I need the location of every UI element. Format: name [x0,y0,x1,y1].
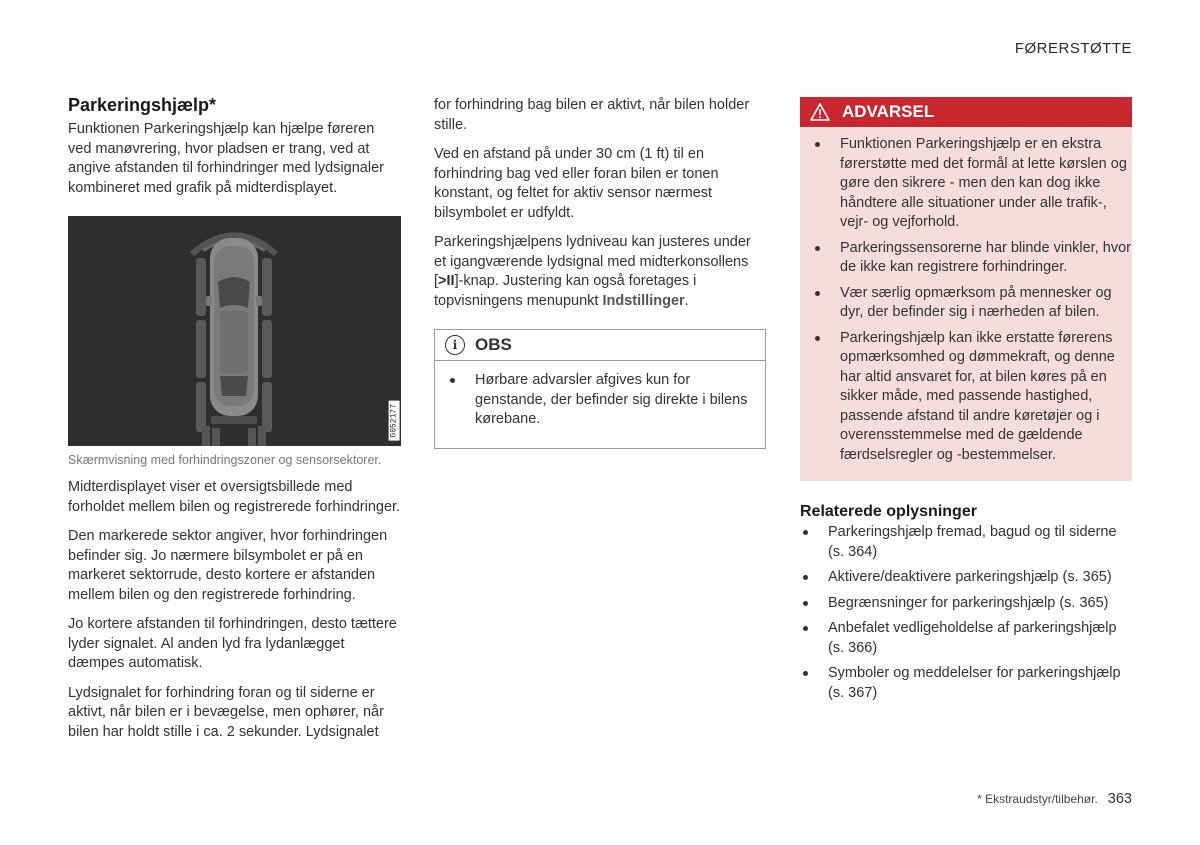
button-key-label: >II [438,273,455,289]
page-title: Parkeringshjælp* [68,95,217,115]
warning-label: ADVARSEL [842,102,935,121]
obs-label: OBS [475,335,512,354]
warning-list [800,127,1132,465]
column-left [68,95,401,752]
figure-caption: Skærmvisning med forhindringszoner og sensorsektorer. [68,453,382,467]
body-paragraph: Midterdisplayet viser et oversigtsbillede med forholdet mellem bilen og registrerede forhindringer. [68,479,401,515]
menu-item-label: Indstillinger [602,292,685,309]
warning-box [800,97,1132,481]
column-right [800,97,1132,709]
obs-header [435,330,765,361]
obs-note-box [434,329,766,449]
footnote: * Ekstraudstyr/tilbehør. [977,792,1098,806]
related-link[interactable]: Anbefalet vedligeholdelse af parkeringshjælp (s. 366) [800,619,1132,658]
page-number: 363 [1107,791,1132,807]
list-item: Vær særlig opmærksom på mennesker og dyr, der befinder sig i nærheden af bilen. [800,284,1132,323]
list-item: Funktionen Parkeringshjælp er en ekstra førerstøtte med det formål at lette kørslen og gøre den sikrere - men den kan dog ikke håndtere alle situationer under alle trafik-, vejr- og vejforhold. [800,135,1132,233]
body-paragraph: for forhindring bag bilen er aktivt, når bilen holder stille. [434,97,750,133]
info-icon: i [445,335,465,355]
column-middle [434,96,766,449]
body-paragraph: Ved en afstand på under 30 cm (1 ft) til en forhindring bag ved eller foran bilen er tonen konstant, og feltet for aktiv sensor nærmest bilsymbolet er udfyldt. [434,146,719,221]
parking-display-figure [68,216,401,446]
warning-header [800,97,1132,127]
body-paragraph: Lydsignalet for forhindring foran og til siderne er aktivt, når bilen er i bevægelse, men ophører, når bilen har holdt stille i ca. 2 sekunder. Lydsignalet [68,684,384,740]
related-link[interactable]: Symboler og meddelelser for parkeringshjælp (s. 367) [800,664,1132,703]
obs-list [435,361,765,430]
section-header: FØRERSTØTTE [1014,40,1132,57]
volume-paragraph: Parkeringshjælpens lydniveau kan justeres under et igangværende lydsignal med midterkonsollens [>II]-knap. Justering kan også foretages i topvisningens menupunkt Indstillinger. [434,234,751,309]
figure-code: G052177 [389,401,400,441]
body-paragraph: Jo kortere afstanden til forhindringen, desto tættere lyder signalet. Al anden lyd fra lydanlægget dæmpes automatisk. [68,616,397,671]
page-footer [977,791,1132,807]
body-paragraph: Den markerede sektor angiver, hvor forhindringen befinder sig. Jo nærmere bilsymbolet er på en markeret sektorrude, desto kortere er afstanden mellem bilen og den registrerede forhindring. [68,528,388,603]
related-heading: Relaterede oplysninger [800,503,977,520]
warning-triangle-icon [810,103,830,121]
list-item: Parkeringssensorerne har blinde vinkler, hvor de ikke kan registrere forhindringer. [800,239,1132,278]
related-link[interactable]: Begrænsninger for parkeringshjælp (s. 365) [800,594,1132,614]
related-link[interactable]: Aktivere/deaktivere parkeringshjælp (s. 365) [800,568,1132,588]
list-item: Parkeringshjælp kan ikke erstatte førerens opmærksomhed og dømmekraft, og denne har altid ansvaret for, at bilen køres på en sikker måde, med passende hastighed, passende afstand til andre køretøjer og i overensstemmelse med de gældende færdselsregler og -bestemmelser. [800,329,1132,466]
related-list [800,523,1132,703]
list-item: Hørbare advarsler afgives kun for genstande, der befinder sig direkte i bilens kørebane. [435,371,765,430]
parking-illustration [68,216,401,446]
related-link[interactable]: Parkeringshjælp fremad, bagud og til siderne (s. 364) [800,523,1132,562]
intro-paragraph: Funktionen Parkeringshjælp kan hjælpe føreren ved manøvrering, hvor pladsen er trang, ved at angive afstanden til forhindringer med lydsignaler kombineret med grafik på midterdisplayet. [68,121,384,196]
